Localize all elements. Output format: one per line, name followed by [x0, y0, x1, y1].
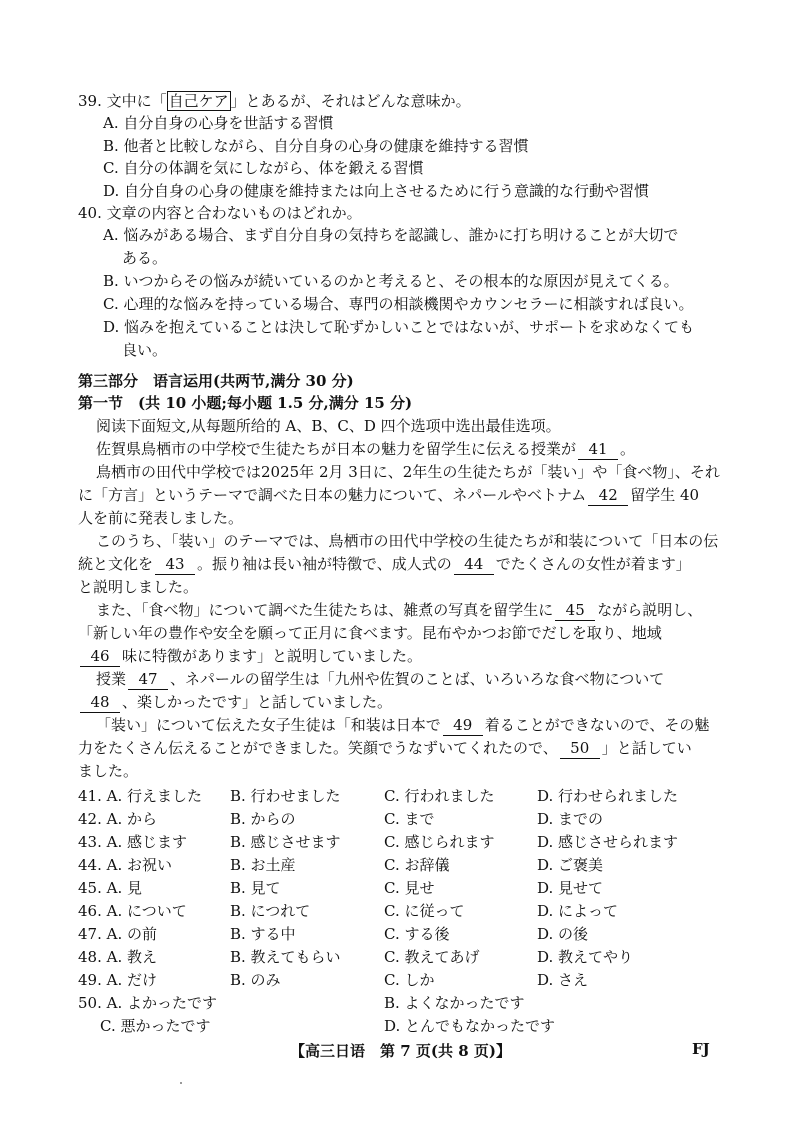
- choice-option: B. よくなかったです: [384, 994, 525, 1012]
- choice-option: C. に従って: [384, 902, 465, 920]
- passage-paragraph-4-line2: 「新しい年の豊作や安全を願って正月に食べます。昆布やかつお節でだしを取り、地域: [78, 624, 662, 642]
- choice-option: 43. A. 感じます: [78, 833, 187, 851]
- passage-paragraph-2-line1: 鳥栖市の田代中学校では2025年 2月 3日に、2年生の生徒たちが「装い」や「食べ物」、それ: [96, 463, 720, 481]
- choice-option: 49. A. だけ: [78, 971, 157, 989]
- choice-option: B. につれて: [230, 902, 311, 920]
- section-instruction: 阅读下面短文,从每题所给的 A、B、C、D 四个选项中选出最佳选项。: [96, 417, 561, 435]
- choice-option: C. 行われました: [384, 787, 495, 805]
- q39-option-a: A. 自分自身の心身を世話する習慣: [103, 114, 334, 132]
- choice-option: 48. A. 教え: [78, 948, 157, 966]
- choice-option: B. 感じさせます: [230, 833, 341, 851]
- blank-45: 45: [555, 601, 595, 621]
- choice-option: D. の後: [537, 925, 589, 943]
- choice-option: C. しか: [384, 971, 435, 989]
- choice-row-45: [78, 877, 718, 898]
- choice-row-41: [78, 785, 718, 806]
- choice-row-43: [78, 831, 718, 852]
- choice-option: 41. A. 行えました: [78, 787, 202, 805]
- passage-paragraph-3-line3: と説明しました。: [78, 578, 199, 596]
- passage-paragraph-5-line2: 48 、楽しかったです」と話していました。: [78, 693, 392, 713]
- choice-option: C. 教えてあげ: [384, 948, 480, 966]
- choice-option: D. 感じさせられます: [537, 833, 679, 851]
- choice-option: 47. A. の前: [78, 925, 157, 943]
- blank-49: 49: [443, 716, 483, 736]
- blank-41: 41: [578, 440, 618, 460]
- passage-paragraph-5-line1: 授業 47 、ネパールの留学生は「九州や佐賀のことば、いろいろな食べ物について: [96, 670, 665, 688]
- part3-title: 第三部分 语言运用(共两节,满分 30 分): [78, 372, 354, 390]
- choice-row-50-line1: [78, 992, 718, 1013]
- choice-option: B. 行わせました: [230, 787, 341, 805]
- scan-speck: [180, 1082, 182, 1084]
- passage-paragraph-2-line3: 人を前に発表しました。: [78, 509, 244, 527]
- question-39-stem: 39. 文中に「 自己ケア 」とあるが、それはどんな意味か。: [78, 92, 471, 110]
- q39-option-c: C. 自分の体調を気にしながら、体を鍛える習慣: [103, 159, 424, 177]
- question-40-stem: 40. 文章の内容と合わないものはどれか。: [78, 204, 362, 222]
- q40-option-c: C. 心理的な悩みを持っている場合、専門の相談機関やカウンセラーに相談すれば良い。: [103, 295, 694, 313]
- choice-option: D. 教えてやり: [537, 948, 634, 966]
- choice-option: D. とんでもなかったです: [384, 1017, 556, 1035]
- choice-option: C. まで: [384, 810, 435, 828]
- choice-row-48: [78, 946, 718, 967]
- choice-option: 42. A. から: [78, 810, 157, 828]
- choice-option: B. のみ: [230, 971, 281, 989]
- region-code: FJ: [692, 1040, 710, 1058]
- passage-paragraph-2-line2: に「方言」というテーマで調べた日本の魅力について、ネパールやベトナム 42 留学生 40: [78, 486, 700, 504]
- blank-50: 50: [560, 739, 600, 759]
- q40-option-b: B. いつからその悩みが続いているのかと考えると、その根本的な原因が見えてくる。: [103, 272, 679, 290]
- blank-48: 48: [80, 693, 120, 713]
- q40-option-d-line1: D. 悩みを抱えていることは決して恥ずかしいことではないが、サポートを求めなくても: [103, 318, 695, 336]
- page-footer: 【高三日语 第 7 页(共 8 页)】: [290, 1042, 511, 1060]
- passage-paragraph-6-line1: 「装い」について伝えた女子生徒は「和装は日本で 49 着ることができないので、その魅: [96, 716, 710, 734]
- choice-option: B. 教えてもらい: [230, 948, 341, 966]
- choice-option: C. 悪かったです: [100, 1017, 211, 1035]
- passage-paragraph-3-line1: このうち、「装い」のテーマでは、鳥栖市の田代中学校の生徒たちが和装について「日本の伝: [96, 532, 719, 550]
- section-1-title: 第一节 (共 10 小题;每小题 1.5 分,满分 15 分): [78, 394, 413, 412]
- choice-option: D. によって: [537, 902, 619, 920]
- passage-paragraph-6-line3: ました。: [78, 762, 139, 780]
- choice-option: D. 見せて: [537, 879, 604, 897]
- choice-row-44: [78, 854, 718, 875]
- blank-44: 44: [454, 555, 494, 575]
- choice-option: C. お辞儀: [384, 856, 450, 874]
- blank-42: 42: [588, 486, 628, 506]
- choice-option: 46. A. について: [78, 902, 187, 920]
- choice-option: D. さえ: [537, 971, 589, 989]
- passage-paragraph-1: 佐賀県鳥栖市の中学校で生徒たちが日本の魅力を留学生に伝える授業が 41 。: [96, 440, 636, 458]
- choice-row-50-line2: [78, 1015, 718, 1036]
- q39-option-d: D. 自分自身の心身の健康を維持または向上させるために行う意識的な行動や習慣: [103, 182, 650, 200]
- choice-option: B. する中: [230, 925, 296, 943]
- q40-option-a-line2: ある。: [122, 249, 168, 267]
- choice-option: D. 行わせられました: [537, 787, 679, 805]
- choice-option: 44. A. お祝い: [78, 856, 172, 874]
- blank-47: 47: [128, 670, 168, 690]
- passage-paragraph-3-line2: 統と文化を 43 。振り袖は長い袖が特徴で、成人式の 44 でたくさんの女性が着ます」: [78, 555, 691, 573]
- choice-option: D. ご褒美: [537, 856, 604, 874]
- passage-paragraph-4-line3: 46 味に特徴があります」と説明していました。: [78, 647, 422, 667]
- choice-option: B. からの: [230, 810, 296, 828]
- choice-row-46: [78, 900, 718, 921]
- choice-option: B. 見て: [230, 879, 281, 897]
- choice-option: 45. A. 見: [78, 879, 142, 897]
- q40-option-a-line1: A. 悩みがある場合、まず自分自身の気持ちを認識し、誰かに打ち明けることが大切で: [103, 226, 679, 244]
- choice-row-47: [78, 923, 718, 944]
- q40-option-d-line2: 良い。: [122, 341, 168, 359]
- term-self-care: 自己ケア: [168, 92, 229, 110]
- choice-option: 50. A. よかったです: [78, 994, 217, 1012]
- choice-option: C. 見せ: [384, 879, 435, 897]
- choice-row-49: [78, 969, 718, 990]
- q39-option-b: B. 他者と比較しながら、自分自身の心身の健康を維持する習慣: [103, 137, 529, 155]
- passage-paragraph-4-line1: また、「食べ物」について調べた生徒たちは、雑煮の写真を留学生に 45 ながら説明し、: [96, 601, 703, 619]
- passage-paragraph-6-line2: 力をたくさん伝えることができました。笑顔でうなずいてくれたので、 50 」と話してい: [78, 739, 692, 757]
- blank-43: 43: [155, 555, 195, 575]
- choice-row-42: [78, 808, 718, 829]
- blank-46: 46: [80, 647, 120, 667]
- choice-option: C. 感じられます: [384, 833, 495, 851]
- choice-option: B. お土産: [230, 856, 296, 874]
- choice-option: D. までの: [537, 810, 604, 828]
- choice-option: C. する後: [384, 925, 450, 943]
